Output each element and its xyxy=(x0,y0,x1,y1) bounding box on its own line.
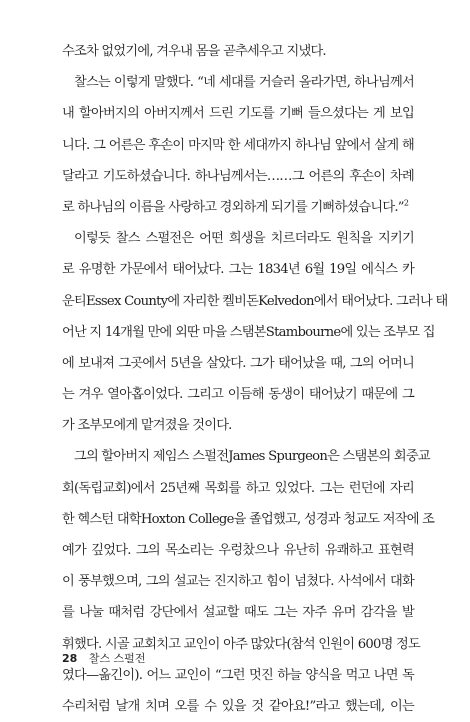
text-line: 를 나눌 때처럼 강단에서 설교할 때도 그는 자주 유머 감각을 발 xyxy=(62,605,414,621)
text-line: 수조차 없었기에, 겨우내 몸을 곧추세우고 지냈다. xyxy=(62,44,326,59)
footnote-marker: 2 xyxy=(403,198,409,208)
text-line: 이렇듯 찰스 스펄전은 어떤 희생을 치르더라도 원칙을 지키기 xyxy=(74,231,414,247)
text-line: 이 풍부했으며, 그의 설교는 진지하고 힘이 넘쳤다. 사석에서 대화 xyxy=(62,574,414,590)
text-line: 니다. 그 어른은 후손이 마지막 한 세대까지 하나님 앞에서 살게 해 xyxy=(62,137,414,153)
text-line: 수리처럼 날개 치며 오를 수 있을 것 같아요!”라고 했는데, 이는 xyxy=(62,698,414,714)
text-line: 휘했다. 시골 교회치고 교인이 아주 많았다(참석 인원이 600명 정도 xyxy=(62,636,421,652)
text-line: 로 유명한 가문에서 태어났다. 그는 1834년 6월 19일 에식스 카 xyxy=(62,262,414,278)
text-line: 예가 깊었다. 그의 목소리는 우렁찼으나 유난히 유쾌하고 표현력 xyxy=(62,543,414,558)
text-line: 어난 지 14개월 만에 외딴 마을 스탬본Stambourne에 있는 조부모 집 xyxy=(62,324,435,340)
book-page-text xyxy=(62,36,448,722)
text-line: 는 겨우 열아홉이었다. 그리고 이듬해 동생이 태어났기 때문에 그 xyxy=(62,387,414,403)
page-number: 28 xyxy=(62,652,78,665)
text-line: 운티Essex County에 자리한 켈비돈Kelvedon에서 태어났다. 그러나 태 xyxy=(62,293,448,309)
text-line: 가 조부모에게 맡겨졌을 것이다. xyxy=(62,418,232,434)
running-title: 찰스 스펄전 xyxy=(88,652,146,665)
text-line: 달라고 기도하셨습니다. 하나님께서는……그 어른의 후손이 차례 xyxy=(62,168,414,184)
text-line: 내 할아버지의 아버지께서 드린 기도를 기뻐 들으셨다는 게 보입 xyxy=(62,106,414,122)
text-line: 찰스는 이렇게 말했다. “네 세대를 거슬러 올라가면, 하나님께서 xyxy=(74,75,414,91)
page-footer xyxy=(62,650,145,666)
text-line: 로 하나님의 이름을 사랑하고 경외하게 되기를 기뻐하셨습니다.” xyxy=(62,199,404,215)
text-line-with-footnote xyxy=(62,192,414,223)
text-line: 회(독립교회)에서 25년째 목회를 하고 있었다. 그는 런던에 자리 xyxy=(62,480,414,496)
text-line: 에 보내져 그곳에서 5년을 살았다. 그가 태어났을 때, 그의 어머니 xyxy=(62,355,414,371)
text-line: 한 헥스턴 대학Hoxton College을 졸업했고, 성경과 청교도 저작에 조 xyxy=(62,511,435,527)
text-line: 그의 할아버지 제임스 스펄전James Spurgeon은 스탬본의 회중교 xyxy=(74,449,430,465)
text-line: 였다—옮긴이). 어느 교인이 “그런 멋진 하늘 양식을 먹고 나면 독 xyxy=(62,667,414,683)
